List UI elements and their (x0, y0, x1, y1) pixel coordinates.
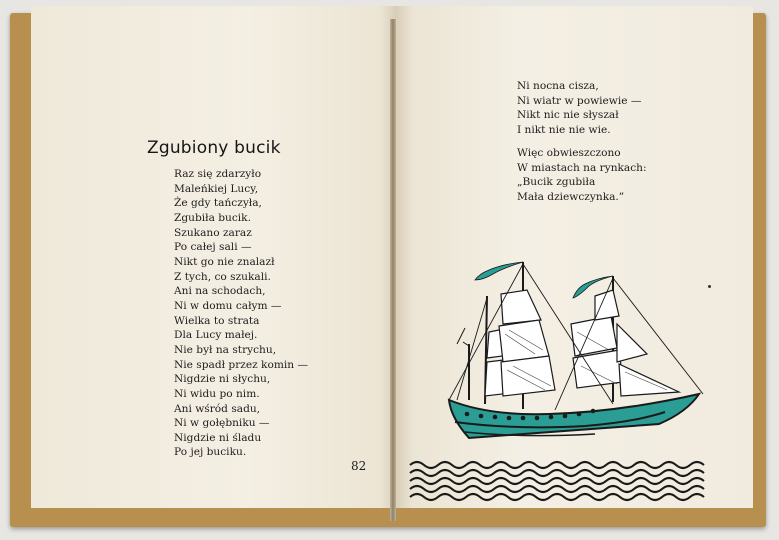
poem-line: Po jej buciku. (174, 446, 247, 459)
poem-line: Nikt go nie znalazł (174, 255, 275, 268)
poem-line: I nikt nie nie wie. (517, 123, 611, 136)
poem-line: Więc obwieszczono (517, 147, 621, 159)
poem-line: Szukano zaraz (174, 226, 252, 239)
book-gutter (390, 19, 396, 521)
poem-line: Ni wiatr w powiewie — (517, 94, 642, 107)
poem-stanza-2 (517, 146, 647, 205)
poem-line: Nigdzie ni śladu (174, 431, 262, 444)
poem-line: Mała dziewczynka.” (517, 190, 625, 203)
poem-line: Ani wśród sadu, (174, 402, 261, 415)
poem-line: Nie spadł przez komin — (174, 358, 309, 371)
poem-line: Ni w domu całym — (174, 299, 282, 312)
poem-line: Nie był na strychu, (174, 343, 277, 356)
page-number: 82 (351, 459, 367, 473)
poem-line: W miastach na rynkach: (517, 161, 647, 174)
poem-line: Ani na schodach, (174, 285, 266, 298)
poem-line: Wielka to strata (174, 314, 260, 327)
poem-line: Maleńkiej Lucy, (174, 182, 259, 195)
poem-left (174, 167, 308, 460)
poem-line: Ni w gołębniku — (174, 417, 270, 430)
poem-line: Ni nocna cisza, (517, 80, 599, 92)
poem-line: Ni widu po nim. (174, 387, 260, 400)
poem-stanza-1 (517, 79, 642, 138)
poem-line: „Bucik zgubiła (517, 176, 596, 189)
poem-line: Zgubiła bucik. (174, 211, 251, 224)
poem-line: Raz się zdarzyło (174, 168, 262, 180)
poem-line: Że gdy tańczyła, (174, 197, 262, 210)
poem-line: Nikt nic nie słyszał (517, 109, 619, 122)
waves-icon (410, 462, 704, 500)
poem-line: Po całej sali — (174, 241, 252, 254)
poem-line: Nigdzie ni słychu, (174, 373, 271, 386)
poem-title: Zgubiony bucik (147, 138, 281, 158)
poem-line: Dla Lucy małej. (174, 329, 258, 342)
sailing-ship-icon (405, 254, 710, 504)
poem-line: Z tych, co szukali. (174, 270, 271, 283)
